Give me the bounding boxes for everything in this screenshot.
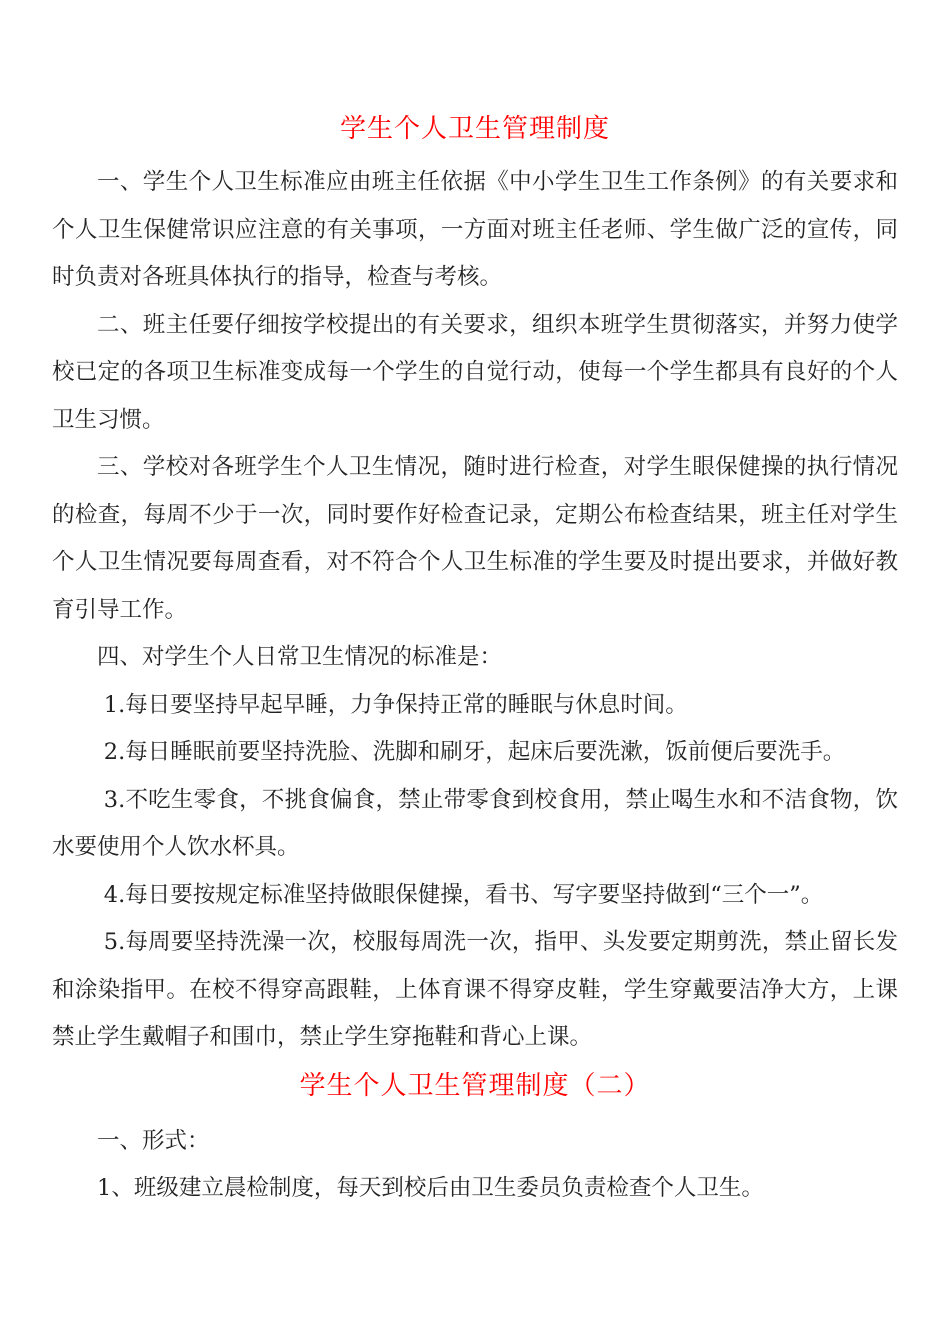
- paragraph-1: 一、学生个人卫生标准应由班主任依据《中小学生卫生工作条例》的有关要求和个人卫生保健常识应注意的有关事项，一方面对班主任老师、学生做广泛的宣传，同时负责对各班具体执行的指导，检查与考核。: [52, 169, 898, 290]
- paragraph-form: 一、形式：: [97, 1127, 210, 1154]
- section-title-2: 学生个人卫生管理制度（二）: [299, 1070, 651, 1101]
- list-item-1: 1.每日要坚持早起早睡，力争保持正常的睡眠与休息时间。: [103, 691, 688, 718]
- paragraph-4: 四、对学生个人日常卫生情况的标准是：: [97, 644, 503, 670]
- list-item-4: 4.每日要按规定标准坚持做眼保健操，看书、写字要坚持做到“三个一”。: [103, 881, 824, 908]
- document-page: [52, 105, 898, 1213]
- list-item-3: 3.不吃生零食，不挑食偏食，禁止带零食到校食用，禁止喝生水和不洁食物，饮水要使用个人饮水杯具。: [52, 786, 898, 860]
- list-item-5: 5.每周要坚持洗澡一次，校服每周洗一次，指甲、头发要定期剪洗，禁止留长发和涂染指甲。在校不得穿高跟鞋，上体育课不得穿皮鞋，学生穿戴要洁净大方，上课禁止学生戴帽子和围巾，禁止学生穿拖鞋和背心上课。: [52, 929, 898, 1050]
- paragraph-form-1: 1、班级建立晨检制度，每天到校后由卫生委员负责检查个人卫生。: [97, 1175, 764, 1201]
- document-title: 学生个人卫生管理制度: [339, 114, 610, 144]
- paragraph-2: 二、班主任要仔细按学校提出的有关要求，组织本班学生贯彻落实，并努力使学校已定的各项卫生标准变成每一个学生的自觉行动，使每一个学生都具有良好的个人卫生习惯。: [52, 311, 898, 433]
- paragraph-3: 三、学校对各班学生个人卫生情况，随时进行检查，对学生眼保健操的执行情况的检查，每周不少于一次，同时要作好检查记录，定期公布检查结果，班主任对学生个人卫生情况要每周查看，对不符合个人卫生标准的学生要及时提出要求，并做好教育引导工作。: [52, 454, 898, 623]
- list-item-2: 2.每日睡眠前要坚持洗脸、洗脚和刷牙，起床后要洗漱，饭前便后要洗手。: [103, 739, 846, 765]
